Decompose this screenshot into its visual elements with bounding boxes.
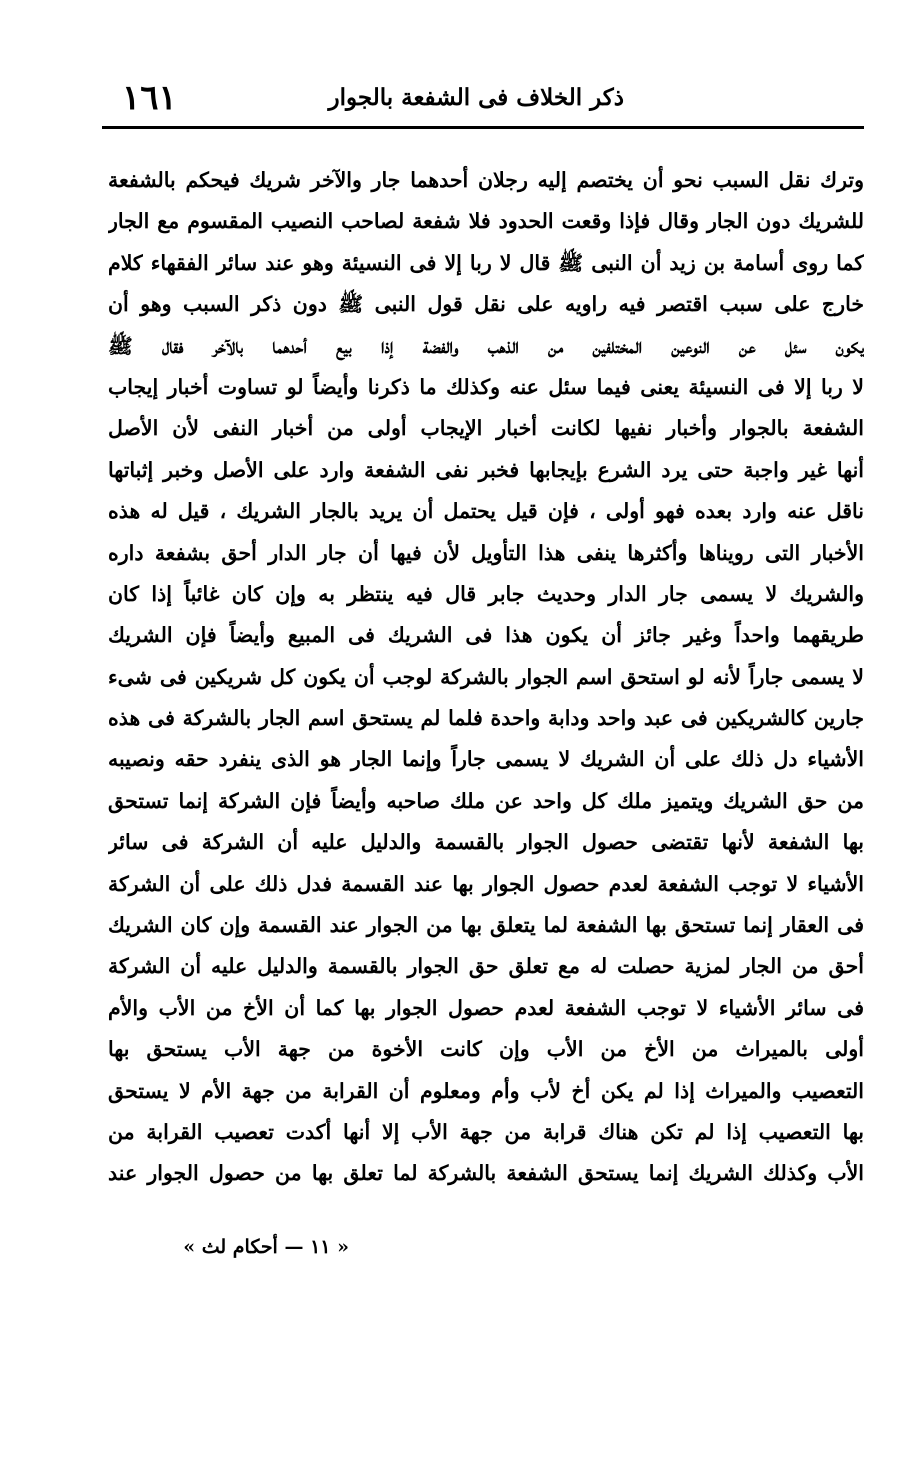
text-line: أولى بالميراث من الأخ من الأب وإن كانت الأخوة من جهة الأب يستحق بها bbox=[108, 1037, 864, 1062]
text-line: التعصيب والميراث إذا لم يكن أخ لأب وأم ومعلوم أن القرابة من جهة الأم لا يستحق bbox=[108, 1078, 864, 1103]
page-header bbox=[108, 78, 864, 122]
text-line: يكون سئل عن النوعين المختلفين من الذهب والفضة إذا بيع أحدهما بالآخر فقال ﷺ bbox=[108, 333, 864, 358]
header-rule bbox=[102, 126, 864, 129]
text-line: فى سائر الأشياء لا توجب الشفعة لعدم حصول الجوار بها كما أن الأخ من الأب والأم bbox=[108, 995, 864, 1020]
text-line: الأشياء لا توجب الشفعة لعدم حصول الجوار بها عند القسمة فدل ذلك على أن الشركة bbox=[108, 871, 864, 896]
text-line: أحق من الجار لمزية حصلت له مع تعلق حق الجوار بالقسمة والدليل عليه أن الشركة bbox=[108, 954, 864, 979]
text-line: خارج على سبب اقتصر فيه راويه على نقل قول النبى ﷺ دون ذكر السبب وهو أن bbox=[108, 292, 864, 317]
text-line: طريقهما واحداً وغير جائز أن يكون هذا فى الشريك فى المبيع وأيضاً فإن الشريك bbox=[108, 623, 864, 648]
text-line: بها التعصيب إذا لم تكن هناك قرابة من جهة الأب إلا أنها أكدت تعصيب القرابة من bbox=[108, 1119, 864, 1144]
text-line: لا يسمى جاراً لأنه لو استحق اسم الجوار بالشركة لوجب أن يكون كل شريكين فى شىء bbox=[108, 664, 864, 689]
text-line: لا ربا إلا فى النسيئة يعنى فيما سئل عنه وكذلك ما ذكرنا وأيضاً لو تساوت أخبار إيجاب bbox=[108, 374, 864, 399]
text-line: الشفعة بالجوار وأخبار نفيها لكانت أخبار الإيجاب أولى من أخبار النفى لأن الأصل bbox=[108, 416, 864, 441]
text-line: وترك نقل السبب نحو أن يختصم إليه رجلان أحدهما جار والآخر شريك فيحكم بالشفعة bbox=[108, 168, 864, 192]
text-line: الأخبار التى رويناها وأكثرها ينفى هذا التأويل لأن فيها أن جار الدار أحق بشفعة داره bbox=[108, 540, 864, 565]
text-line: فى العقار إنما تستحق بها الشفعة لما يتعلق بها من الجوار عند القسمة وإن كان الشريك bbox=[108, 913, 864, 938]
signature-footer: « ١١ — أحكام لث » bbox=[183, 1236, 349, 1258]
text-line: بها الشفعة لأنها تقتضى حصول الجوار بالقسمة والدليل عليه أن الشركة فى سائر bbox=[108, 830, 864, 855]
text-line: كما روى أسامة بن زيد أن النبى ﷺ قال لا ربا إلا فى النسيئة وهو عند سائر الفقهاء كلام bbox=[108, 250, 864, 275]
text-line: للشريك دون الجار وقال فإذا وقعت الحدود فلا شفعة لصاحب النصيب المقسوم مع الجار bbox=[108, 209, 864, 234]
body-text bbox=[108, 160, 864, 1195]
text-line: جارين كالشريكين فى عبد واحد ودابة واحدة فلما لم يستحق اسم الجار بالشركة فى هذه bbox=[108, 706, 864, 731]
text-line: والشريك لا يسمى جار الدار وحديث جابر قال فيه ينتظر به وإن كان غائباً إذا كان bbox=[108, 581, 864, 606]
text-line: ناقل عنه وارد بعده فهو أولى ، فإن قيل يحتمل أن يريد بالجار الشريك ، قيل له هذه bbox=[108, 499, 864, 524]
page-number: ١٦١ bbox=[122, 78, 177, 118]
text-line: الأشياء دل ذلك على أن الشريك لا يسمى جاراً وإنما الجار هو الذى ينفرد حقه ونصيبه bbox=[108, 747, 864, 772]
text-line: من حق الشريك ويتميز ملك كل واحد عن ملك صاحبه وأيضاً فإن الشركة إنما تستحق bbox=[108, 788, 864, 813]
running-title: ذكر الخلاف فى الشفعة بالجوار bbox=[328, 84, 624, 111]
text-line: الأب وكذلك الشريك إنما يستحق الشفعة بالشركة لما تعلق بها من حصول الجوار عند bbox=[108, 1161, 864, 1186]
text-line: أنها غير واجبة حتى يرد الشرع بإيجابها فخبر نفى الشفعة وارد على الأصل وخبر إثباتها bbox=[108, 457, 864, 482]
